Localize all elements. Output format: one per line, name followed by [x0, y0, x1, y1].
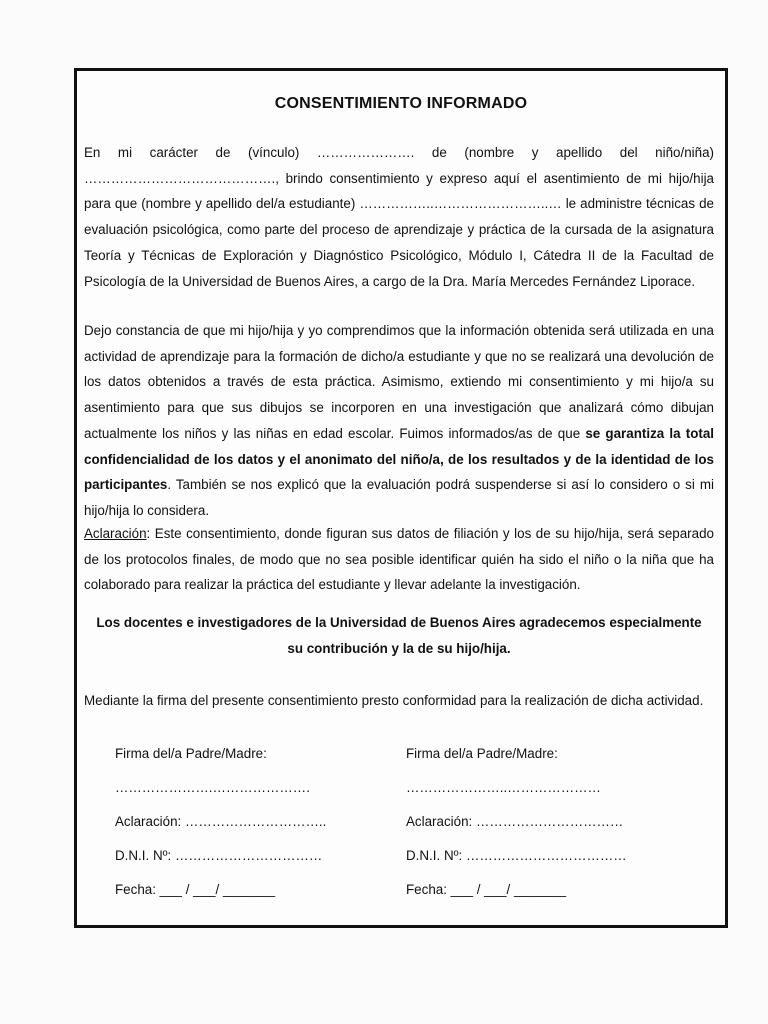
thanks-line: Los docentes e investigadores de la Universidad de Buenos Aires agradecemos especialmente	[96, 615, 702, 630]
paragraph-text: : Este consentimiento, donde figuran sus datos de filiación y los de su hijo/hija, será separado de los protocolos finales, de modo que no sea posible identificar quién ha sido el niño o la niña que ha colaborado para realizar la práctica del estudiante y llevar adelante la investigación.	[84, 526, 714, 593]
signature-label: Firma del/a Padre/Madre:	[115, 746, 267, 761]
paragraph-clarification	[84, 521, 714, 598]
date-field: Fecha: ___ / ___/ _______	[115, 882, 276, 897]
clarification-label: Aclaración	[84, 526, 147, 541]
signature-line: ………………….………………….	[115, 780, 310, 795]
signature-block-left	[115, 743, 326, 913]
paragraph-text: Dejo constancia de que mi hijo/hija y yo comprendimos que la información obtenida será utilizada en una actividad de aprendizaje para la formación de dicho/a estudiante y que no se realizará una devolución de los datos obtenidos a través de esta práctica. Asimismo, extiendo mi consentimiento y mi hijo/a su asentimiento para que sus dibujos se incorporen en una investigación que analizará cómo dibujan actualmente los niños y las niñas en edad escolar. Fuimos informados/as de que	[84, 323, 714, 441]
clarification-field: Aclaración: …………………………..	[115, 814, 327, 829]
paragraph-consent: En mi carácter de (vínculo) …………………. de (nombre y apellido del niño/niña) ……………………………………., brindo consentimiento y expreso aquí el asentimiento de mi hijo/hija para que (nombre y apellido del/a estudiante) ……………..……………………..… le administre técnicas de evaluación psicológica, como parte del proceso de aprendizaje y práctica de la cursada de la asignatura Teoría y Técnicas de Exploración y Diagnóstico Psicológico, Módulo I, Cátedra II de la Facultad de Psicología de la Universidad de Buenos Aires, a cargo de la Dra. María Mercedes Fernández Liporace.	[84, 145, 714, 289]
date-field: Fecha: ___ / ___/ _______	[406, 882, 567, 897]
signature-label: Firma del/a Padre/Madre:	[406, 746, 558, 761]
paragraph-confidentiality	[84, 318, 714, 524]
paragraph-agreement: Mediante la firma del presente consentimiento presto conformidad para la realización de dicha actividad.	[84, 693, 704, 708]
dni-field: D.N.I. Nº: ……………………………	[115, 848, 323, 863]
thanks-line: su contribución y la de su hijo/hija.	[287, 640, 511, 656]
dni-field: D.N.I. Nº: ………………………………	[406, 848, 627, 863]
paragraph-text: . También se nos explicó que la evaluación podrá suspenderse si así lo considero o si mi hijo/hija lo considera.	[84, 477, 714, 518]
consent-form-frame	[74, 68, 728, 928]
clarification-field: Aclaración: ……………………………	[406, 814, 624, 829]
signature-line: …………………..…………………	[406, 780, 601, 795]
signature-block-right	[406, 743, 627, 913]
thanks-note	[84, 610, 714, 661]
document-title: CONSENTIMIENTO INFORMADO	[274, 95, 528, 112]
paragraph-bold-text: se garantiza la total confidencialidad de los datos y el anonimato del niño/a, de los resultados y de la identidad de los participantes	[84, 425, 715, 493]
